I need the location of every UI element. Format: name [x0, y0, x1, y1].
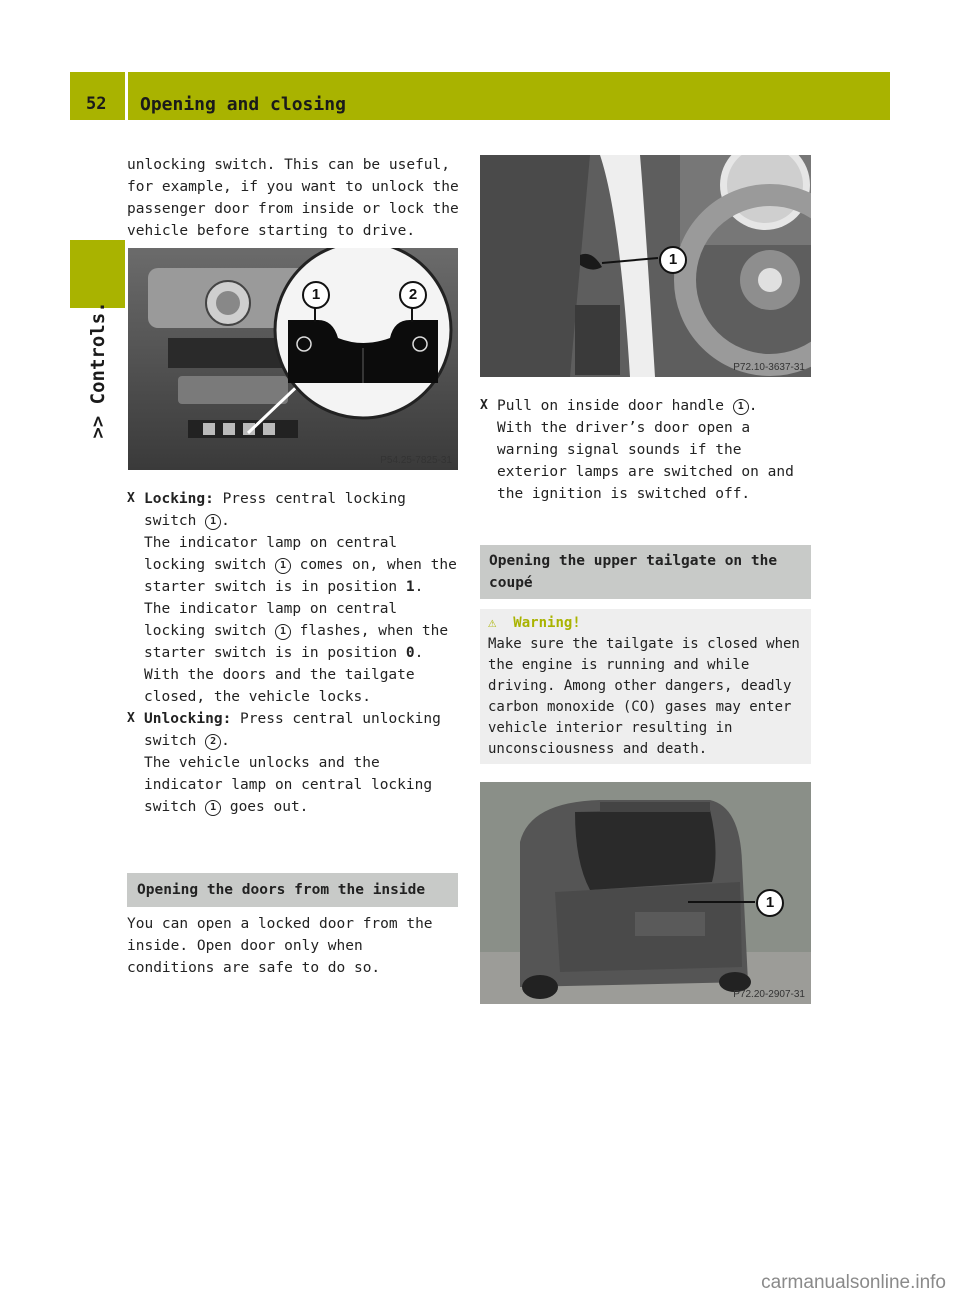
step-arrow-icon: X: [127, 711, 135, 726]
page-number-tab: [70, 72, 125, 120]
unlocking-note-text-b: goes out.: [221, 799, 309, 815]
pull-step: [480, 395, 814, 505]
unlocking-label: Unlocking:: [144, 711, 232, 727]
unlocking-note-text: The vehicle unlocks and the indicator lamp on central locking switch: [144, 755, 433, 815]
warning-title: Warning!: [513, 615, 581, 631]
door-handle-illustration: [480, 155, 811, 377]
figure-inside-door-handle: [480, 155, 811, 377]
pull-line: [497, 395, 814, 417]
locking-text: Press central locking switch: [144, 491, 406, 529]
pull-note: With the driver’s door open a warning signal sounds if the exterior lamps are switched on and the ignition is switched off.: [497, 420, 794, 502]
left-instructions: [127, 488, 462, 818]
step-arrow-icon: X: [480, 398, 488, 413]
ref-1-icon: 1: [205, 800, 221, 816]
section-doors-inside: [127, 873, 458, 979]
side-label: [70, 301, 125, 439]
note-1-text-b: comes on, when the starter switch is in position: [144, 557, 457, 595]
figure-central-locking-switches: [128, 248, 458, 470]
locking-label: Locking:: [144, 491, 214, 507]
note-2-text-b: flashes, when the starter switch is in position: [144, 623, 449, 661]
warning-box: [480, 609, 811, 764]
page-number: 52: [86, 94, 107, 114]
callout-1: 1: [302, 281, 330, 309]
section-body: You can open a locked door from the inside. Open door only when conditions are safe to do so.: [127, 916, 433, 976]
callout-1: 1: [756, 889, 784, 917]
watermark: carmanualsonline.info: [761, 1272, 946, 1293]
ref-1-icon: 1: [275, 558, 291, 574]
figure-upper-tailgate: [480, 782, 811, 1004]
callout-1: 1: [659, 246, 687, 274]
side-tab-block: [70, 240, 125, 308]
header-bar: [128, 72, 890, 120]
ref-1-icon: 1: [275, 624, 291, 640]
locking-note-3: With the doors and the tailgate closed, the vehicle locks.: [144, 667, 415, 705]
unlocking-step: [127, 708, 462, 818]
step-arrow-icon: X: [127, 491, 135, 506]
side-label-text: >> Controls.: [86, 301, 109, 439]
unlocking-line: [144, 708, 462, 752]
locking-line: [144, 488, 462, 532]
locking-note-2: The indicator lamp on central locking switch 1 flashes, when the starter switch is in position 0.: [144, 601, 449, 661]
warning-triangle-icon: ⚠: [488, 615, 497, 631]
section-upper-tailgate: [480, 545, 811, 764]
ref-1-icon: 1: [733, 399, 749, 415]
callout-2: 2: [399, 281, 427, 309]
right-instructions: [480, 395, 814, 505]
ref-2-icon: 2: [205, 734, 221, 750]
ref-1-icon: 1: [205, 514, 221, 530]
warning-title-line: [488, 613, 805, 634]
note-2-text: The indicator lamp on central locking switch: [144, 601, 398, 639]
figure-caption: P54.25-7825-31: [380, 455, 452, 466]
figure-caption: P72.20-2907-31: [733, 989, 805, 1000]
locking-text-end: .: [221, 513, 230, 529]
section-heading: Opening the doors from the inside: [127, 873, 458, 907]
left-column: [127, 154, 462, 242]
pull-text-end: .: [748, 398, 758, 414]
unlocking-text-end: .: [221, 733, 230, 749]
figure-caption: P72.10-3637-31: [733, 362, 805, 373]
unlocking-note: [144, 752, 462, 818]
pull-text: Pull on inside door handle: [497, 398, 733, 414]
warning-body: Make sure the tailgate is closed when the engine is running and while driving. Among other dangers, deadly carbon monoxide (CO) gases may enter vehicle interior resulting in unconsciousness and death.: [488, 636, 800, 757]
page-title: Opening and closing: [140, 94, 346, 115]
intro-paragraph: unlocking switch. This can be useful, for example, if you want to unlock the passenger door from inside or lock the vehicle before starting to drive.: [127, 157, 459, 239]
position-value: 1: [405, 579, 415, 595]
locking-step: [127, 488, 462, 708]
unlocking-text: Press central unlocking switch: [144, 711, 441, 749]
section-heading: Opening the upper tailgate on the coupé: [480, 545, 811, 599]
position-value: 0: [405, 645, 415, 661]
locking-note-1: The indicator lamp on central locking switch 1 comes on, when the starter switch is in position 1.: [144, 535, 457, 595]
note-1-text: The indicator lamp on central locking switch: [144, 535, 398, 573]
